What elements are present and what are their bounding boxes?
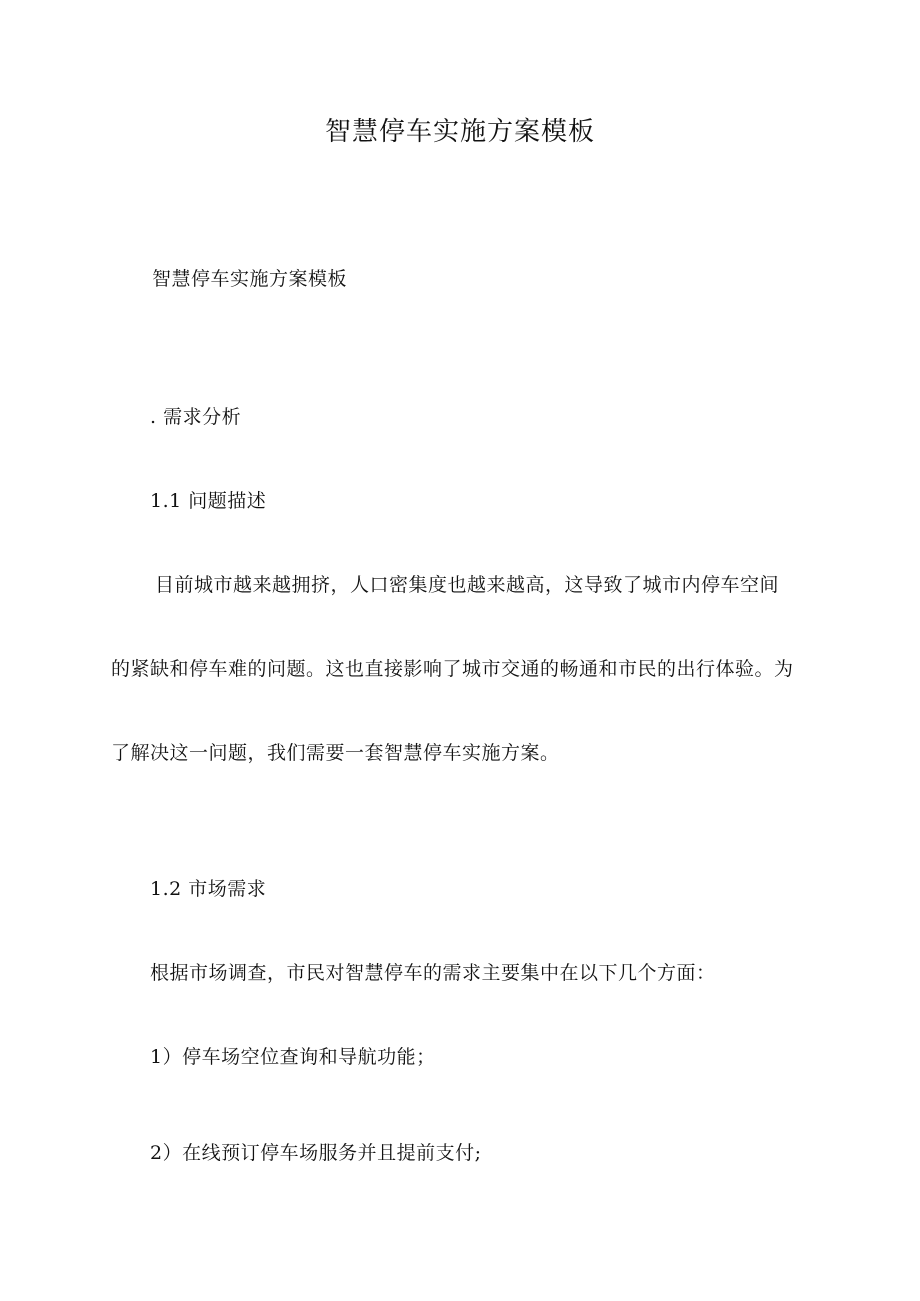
document-subtitle: 智慧停车实施方案模板 [152, 268, 348, 290]
subsection-heading-problem: 1.1 问题描述 [150, 490, 267, 512]
section-heading-demand-analysis: . 需求分析 [150, 406, 242, 428]
paragraph-line: 的紧缺和停车难的问题。这也直接影响了城市交通的畅通和市民的出行体验。为 [111, 658, 794, 680]
paragraph-line: 目前城市越来越拥挤，人口密集度也越来越高，这导致了城市内停车空间 [155, 574, 780, 596]
paragraph-line: 根据市场调查，市民对智慧停车的需求主要集中在以下几个方面： [150, 962, 716, 984]
subsection-heading-market: 1.2 市场需求 [150, 878, 267, 900]
paragraph-line: 了解决这一问题，我们需要一套智慧停车实施方案。 [111, 742, 560, 764]
document-title: 智慧停车实施方案模板 [324, 117, 595, 147]
list-item: 1）停车场空位查询和导航功能； [150, 1046, 436, 1068]
list-item: 2）在线预订停车场服务并且提前支付; [150, 1142, 482, 1164]
